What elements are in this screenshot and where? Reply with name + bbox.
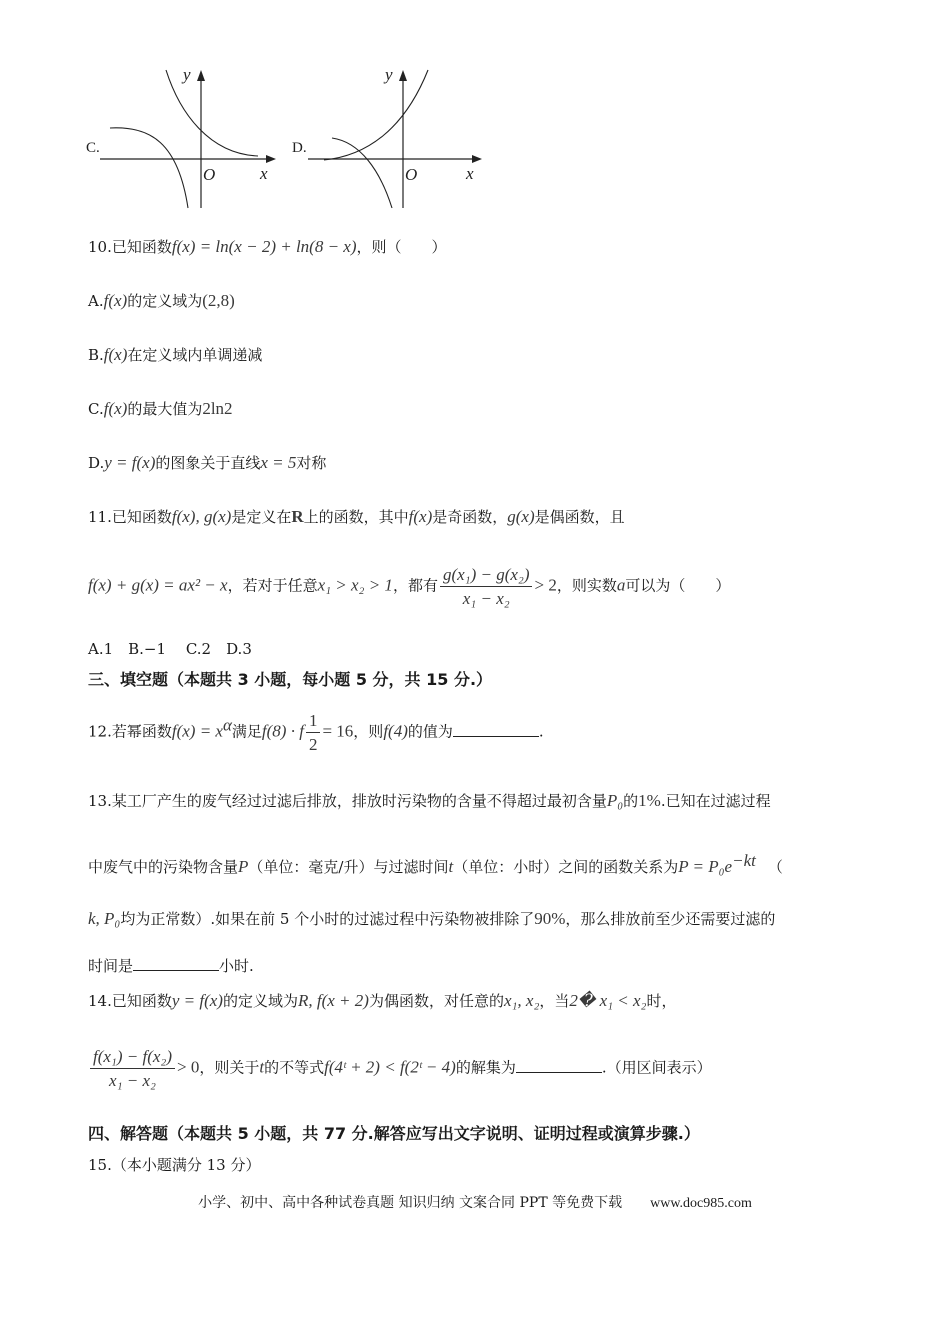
q12-frac-den: 2	[308, 735, 318, 754]
q11-g: g(x)	[507, 507, 535, 526]
q11-cond-text1: ，若对于任意	[227, 576, 318, 595]
q11-stem-pre: 11.已知函数	[88, 508, 172, 526]
option-text: 的最大值为	[127, 400, 203, 418]
q14-l2-text1: ，则关于	[199, 1058, 260, 1077]
q12-cond-post: = 16	[322, 721, 354, 741]
q13-pct-1: 1%	[638, 791, 661, 810]
q12-exponent: α	[222, 715, 232, 735]
q13-l1-post: .已知在过滤过程	[660, 792, 771, 810]
option-label: B.	[88, 346, 104, 364]
q10-stem-post: ，则（ ）	[356, 238, 447, 256]
q11-cond-text4: 可以为（ ）	[625, 576, 731, 595]
q14-text3: ，当	[539, 992, 570, 1010]
q13-line-3	[88, 910, 775, 927]
q13-l2-mid1: （单位：毫克/升）与过滤时间	[248, 858, 449, 876]
q10-option-a	[88, 292, 235, 309]
q14-l2-post: .（用区间表示）	[601, 1058, 712, 1077]
q11-text1: 是定义在	[231, 508, 292, 526]
q14-cond: 2� x₁ < x₂	[569, 991, 647, 1010]
q10-option-d	[88, 454, 326, 471]
q10-option-c	[88, 400, 233, 417]
option-label: C.	[88, 400, 104, 418]
q13-l3-text2: ，那么排放前至少还需要过滤的	[565, 910, 776, 928]
option-func: y = f(x)	[104, 453, 156, 472]
q12-end: .	[538, 722, 544, 741]
graph-d-y-label: y	[385, 65, 393, 84]
graph-d-curve-right	[324, 70, 428, 160]
q11-cond-text2: ，都有	[392, 576, 438, 595]
q13-l4-pre: 时间是	[88, 957, 134, 975]
q14-line-1	[88, 992, 676, 1009]
footer-text: 小学、初中、高中各种试卷真题 知识归纳 文案合同 PPT 等免费下载	[198, 1195, 623, 1211]
q12-frac-num: 1	[306, 712, 321, 733]
q11-sum-func: f(x) + g(x) = ax² − x	[88, 575, 228, 595]
q14-fraction	[90, 1048, 175, 1089]
q11-f: f(x)	[408, 507, 433, 526]
q13-open-paren: （	[767, 858, 783, 876]
q13-formula: P = P₀e	[678, 857, 733, 876]
q11-text2: 上的函数，其中	[303, 508, 409, 526]
q12-answer-blank[interactable]	[453, 722, 539, 737]
option-label: A.	[88, 292, 104, 310]
graph-c-y-label: y	[183, 65, 191, 84]
graph-c	[80, 62, 280, 212]
graph-d-origin: O	[405, 165, 418, 184]
q14-answer-blank[interactable]	[516, 1058, 602, 1073]
option-math: x = 5	[260, 453, 297, 472]
q13-l2-pre: 中废气中的污染物含量	[88, 858, 239, 876]
option-label: D.	[88, 454, 105, 472]
q13-vars: k, P₀	[88, 909, 121, 928]
graph-c-curve-right	[166, 70, 258, 156]
q13-l1-mid: 的	[623, 792, 639, 810]
q15-heading: 15.（本小题满分 13 分）	[88, 1156, 261, 1174]
q11-text3: 是奇函数，	[432, 508, 508, 526]
graph-c-x-label: x	[260, 164, 268, 183]
q14-line-2	[88, 1048, 712, 1089]
q11-stem	[88, 508, 625, 525]
q14-t: t	[259, 1057, 265, 1077]
q14-l2-text3: 的解集为	[455, 1058, 516, 1077]
graph-d-label: D.	[292, 140, 307, 156]
page-footer	[0, 1192, 950, 1212]
q13-line-2	[88, 852, 783, 875]
q11-fraction	[440, 566, 533, 607]
q10-function: f(x) = ln(x − 2) + ln(8 − x)	[171, 237, 357, 256]
q12-fraction	[306, 712, 321, 753]
graph-d-x-label: x	[466, 164, 474, 183]
q10-option-b	[88, 346, 262, 363]
q11-frac-den: x₁ − x₂	[462, 589, 510, 608]
q12-pre: 12.若幂函数	[88, 722, 172, 741]
q12-text1: 满足	[231, 722, 262, 741]
graph-d	[286, 62, 486, 212]
q14-domain: R, f(x + 2)	[297, 991, 369, 1010]
q13-formula-exponent: −kt	[732, 851, 756, 870]
q12	[88, 712, 544, 753]
q11-options: A.1 B.−1 C.2 D.3	[88, 640, 252, 658]
q11-frac-num: g(x₁) − g(x₂)	[440, 566, 533, 587]
q13-p0: P₀	[606, 791, 624, 810]
q13-l3-text1: 均为正常数）.如果在前 5 个小时的过滤过程中污染物被排除了	[120, 910, 535, 928]
option-text: 的图象关于直线	[155, 454, 261, 472]
q11-condition	[88, 566, 730, 607]
q12-text3: 的值为	[407, 722, 453, 741]
graph-d-y-arrow	[399, 70, 407, 81]
q11-frac-rhs: > 2	[534, 575, 557, 595]
q13-l1-pre: 13.某工厂产生的废气经过过滤后排放，排放时污染物的含量不得超过最初含量	[88, 792, 607, 810]
q14-rhs: > 0	[176, 1057, 200, 1077]
graph-c-curve-left	[110, 128, 188, 208]
section-4-heading: 四、解答题（本题共 5 小题，共 77 分.解答应写出文字说明、证明过程或演算步骤.）	[88, 1124, 700, 1143]
q14-text1: 的定义域为	[222, 992, 298, 1010]
q11-text4: 是偶函数，且	[534, 508, 625, 526]
q14-frac-num: f(x₁) − f(x₂)	[90, 1048, 175, 1069]
section-3-heading: 三、填空题（本题共 3 小题，每小题 5 分，共 15 分.）	[88, 670, 493, 689]
option-math: 2ln2	[202, 399, 233, 418]
q14-pre: 14.已知函数	[88, 992, 172, 1010]
q13-l4-post: 小时.	[219, 957, 254, 975]
option-text: 在定义域内单调递减	[127, 346, 263, 364]
option-func: f(x)	[103, 291, 128, 310]
graph-c-label: C.	[86, 140, 100, 156]
q12-func: f(x) = x	[171, 721, 223, 741]
option-func: f(x)	[103, 345, 128, 364]
q11-cond-range: x₁ > x₂ > 1	[317, 575, 393, 595]
q13-pct-90: 90%	[534, 909, 566, 928]
q12-f4: f(4)	[383, 721, 408, 741]
graph-c-origin: O	[203, 165, 216, 184]
graph-d-x-arrow	[472, 155, 482, 163]
graph-c-x-arrow	[266, 155, 276, 163]
graph-d-curve-left	[332, 138, 392, 208]
q14-l2-text2: 的不等式	[264, 1058, 325, 1077]
q11-real-set: R	[291, 507, 304, 526]
footer-url[interactable]: www.doc985.com	[650, 1196, 752, 1211]
graph-c-y-arrow	[197, 70, 205, 81]
q13-line-1	[88, 792, 771, 809]
q14-text2: 为偶函数，对任意的	[368, 992, 504, 1010]
q14-frac-den: x₁ − x₂	[109, 1071, 156, 1090]
q13-p: P	[238, 857, 249, 876]
q11-cond-text3: ，则实数	[556, 576, 617, 595]
option-math: (2,8)	[202, 291, 235, 310]
q12-cond-pre: f(8) · f	[261, 721, 304, 741]
option-func: f(x)	[103, 399, 128, 418]
q13-line-4	[88, 956, 254, 974]
q12-text2: ，则	[353, 722, 384, 741]
q13-l2-mid2: （单位：小时）之间的函数关系为	[453, 858, 679, 876]
q14-vars: x₁, x₂	[503, 991, 540, 1010]
q11-funcs: f(x), g(x)	[171, 507, 232, 526]
q14-text4: 时，	[646, 992, 677, 1010]
q11-var-a: a	[616, 575, 626, 595]
q14-func: y = f(x)	[171, 991, 223, 1010]
q10-stem	[88, 238, 447, 255]
q10-stem-pre: 10.已知函数	[88, 238, 172, 256]
q14-inequality: f(4ᵗ + 2) < f(2ᵗ − 4)	[324, 1057, 456, 1077]
q13-answer-blank[interactable]	[133, 956, 219, 971]
option-text-2: 对称	[296, 454, 327, 472]
q13-t: t	[448, 857, 454, 876]
option-text: 的定义域为	[127, 292, 203, 310]
